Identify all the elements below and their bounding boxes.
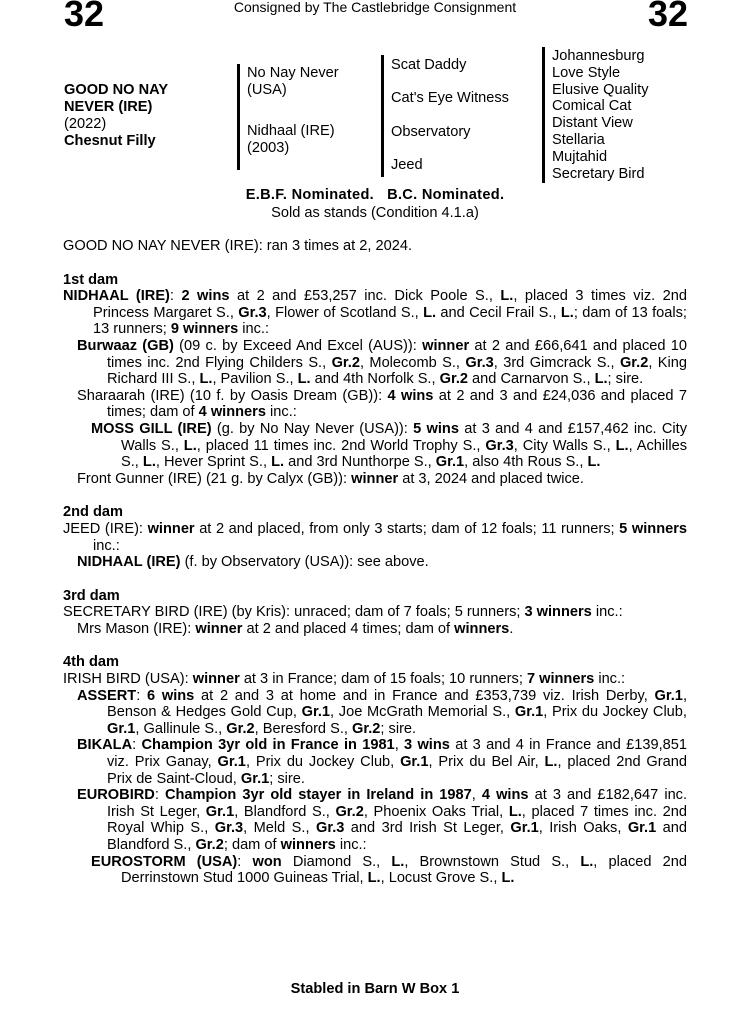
horse-year: (2022) [64,116,107,132]
consignor-line: Consigned by The Castlebridge Consignment [233,0,517,15]
pedigree-gen3 [552,48,649,182]
stabling-footer: Stabled in Barn W Box 1 [290,981,460,997]
progeny-eurobird: EUROBIRD: Champion 3yr old stayer in Ireland in 1987, 4 wins at 3 and £182,647 inc. Irish St Leger, Gr.1, Blandford S., Gr.2, Phoenix Oaks Trial, L., placed 7 times inc. 2nd Royal Whip S., Gr.3, Meld S., Gr.3 and 3rd Irish St Leger, Gr.1, Irish Oaks, Gr.1 and Blandford S., Gr.2; dam of winners inc.: [77,787,688,853]
gen3-6: Mujtahid [552,148,608,165]
nominations: E.B.F. Nominated. B.C. Nominated. [245,187,505,203]
progeny-bikala: BIKALA: Champion 3yr old in France in 1981, 3 wins at 3 and 4 in France and £139,851 viz. Prix Ganay, Gr.1, Prix du Jockey Club, Gr.1, Prix du Bel Air, L., placed 2nd Grand Prix de Saint-Cloud, Gr.1; sire. [77,737,688,787]
section-3rd-dam: 3rd dam [63,587,120,604]
horse-description: Chesnut Filly [64,133,156,149]
progeny-burwaaz: Burwaaz (GB) (09 c. by Exceed And Excel (AUS)): winner at 2 and £66,641 and placed 10 times inc. 2nd Flying Childers S., Gr.2, Molecomb S., Gr.3, 3rd Gimcrack S., Gr.2, King Richard III S., L., Pavilion S., L. and 4th Norfolk S., Gr.2 and Carnarvon S., L.; sire. [77,337,687,388]
gen3-1: Love Style [552,64,621,81]
progeny-eurostorm: EUROSTORM (USA): won Diamond S., L., Brownstown Stud S., L., placed 2nd Derrinstown Stud 1000 Guineas Trial, L., Locust Grove S., L. [91,853,687,887]
horse-name-line1: GOOD NO NAY [64,82,169,98]
pedigree-gen2-1: Cat's Eye Witness [391,90,509,106]
horse-identity [64,82,168,150]
catalogue-body [63,238,687,887]
progeny-moss-gill: MOSS GILL (IRE) (g. by No Nay Never (USA)): 5 wins at 3 and 4 and £157,462 inc. City Walls S., L., placed 11 times inc. 2nd World Trophy S., Gr.3, City Walls S., L., Achilles S., L., Hever Sprint S., L. and 3rd Nunthorpe S., Gr.1, also 4th Rous S., L. [91,420,688,471]
gen3-0: Johannesburg [552,48,645,64]
horse-name-line2: NEVER (IRE) [64,99,153,115]
dam1-nidhaal: NIDHAAL (IRE): 2 wins at 2 and £53,257 inc. Dick Poole S., L., placed 3 times viz. 2nd Princess Margaret S., Gr.3, Flower of Scotland S., L. and Cecil Frail S., L.; dam of 13 foals; 13 runners; 9 winners inc.: [63,288,687,338]
section-4th-dam: 4th dam [63,654,119,671]
sale-condition: Sold as stands (Condition 4.1.a) [271,205,479,221]
pedigree-sire [247,65,339,99]
gen3-4: Distant View [552,115,633,132]
dam4-irish-bird: IRISH BIRD (USA): winner at 3 in France; dam of 15 foals; 10 runners; 7 winners inc.: [63,671,626,688]
lot-number-right: 32 [647,0,688,34]
dam2-jeed: JEED (IRE): winner at 2 and placed, from only 3 starts; dam of 12 foals; 11 runners; 5 winners inc.: [63,520,688,554]
gen3-7: Secretary Bird [552,165,645,182]
pedigree-bracket-1 [237,64,240,170]
progeny-front-gunner: Front Gunner (IRE) (21 g. by Calyx (GB)): winner at 3, 2024 and placed twice. [77,470,584,487]
gen3-2: Elusive Quality [552,81,649,98]
intro-line: GOOD NO NAY NEVER (IRE): ran 3 times at 2, 2024. [63,238,413,254]
progeny-nidhaal: NIDHAAL (IRE) (f. by Observatory (USA)): see above. [77,554,429,571]
progeny-assert: ASSERT: 6 wins at 2 and 3 at home and in France and £353,739 viz. Irish Derby, Gr.1, Benson & Hedges Gold Cup, Gr.1, Joe McGrath Memorial S., Gr.1, Prix du Jockey Club, Gr.1, Gallinule S., Gr.2, Beresford S., Gr.2; sire. [77,687,687,737]
pedigree-gen2-3: Jeed [391,157,423,173]
pedigree-bracket-2 [381,55,384,177]
dam3-secretary-bird: SECRETARY BIRD (IRE) (by Kris): unraced; dam of 7 foals; 5 runners; 3 winners inc.: [63,604,623,621]
progeny-mrs-mason: Mrs Mason (IRE): winner at 2 and placed 4 times; dam of winners. [77,620,514,637]
section-2nd-dam: 2nd dam [63,504,124,521]
gen3-3: Comical Cat [552,98,632,115]
dam-year: (2003) [247,140,290,156]
dam-name: Nidhaal (IRE) [247,123,335,139]
pedigree-bracket-3 [542,47,545,183]
pedigree-dam [247,123,335,157]
progeny-sharaarah: Sharaarah (IRE) (10 f. by Oasis Dream (GB)): 4 wins at 2 and 3 and £24,036 and placed 7 times; dam of 4 winners inc.: [77,387,687,421]
gen3-5: Stellaria [552,131,605,148]
pedigree-gen2-2: Observatory [391,124,471,140]
section-1st-dam: 1st dam [63,271,119,288]
lot-number-left: 32 [64,0,105,34]
sire-name: No Nay Never [247,65,339,81]
pedigree-gen2-0: Scat Daddy [391,57,467,73]
sire-country: (USA) [247,82,287,98]
